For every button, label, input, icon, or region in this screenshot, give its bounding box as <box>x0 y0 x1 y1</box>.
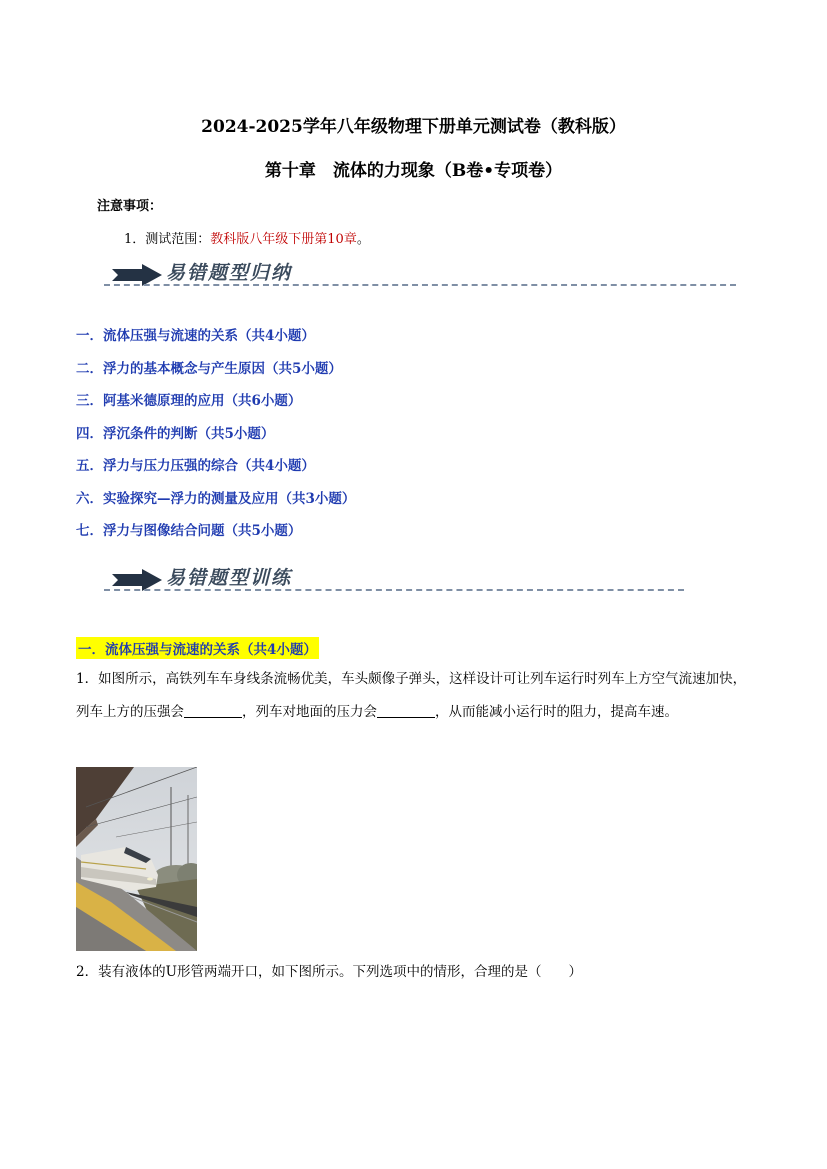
notice-item-prefix: 1．测试范围： <box>124 232 211 247</box>
question-2: 2．装有液体的U形管两端开口，如下图所示。下列选项中的情形，合理的是（ ） <box>76 964 582 980</box>
question-1-text-c: ，从而能减小运行时的阻力，提高车速。 <box>435 704 678 720</box>
question-1-text-b: ，列车对地面的压力会 <box>242 704 377 720</box>
answer-blank[interactable] <box>377 703 435 718</box>
section-heading: 一．流体压强与流速的关系（共4小题） <box>76 637 319 659</box>
notice-item-scope: 教科版八年级下册第10章 <box>210 232 357 247</box>
arrow-icon <box>112 264 162 286</box>
question-1 <box>76 663 756 729</box>
toc-item: 二．浮力的基本概念与产生原因（共5小题） <box>76 361 342 377</box>
toc-item: 四．浮沉条件的判断（共5小题） <box>76 426 275 442</box>
answer-blank[interactable] <box>184 703 242 718</box>
banner-summary-text: 易错题型归纳 <box>166 262 293 284</box>
toc-item: 三．阿基米德原理的应用（共6小题） <box>76 393 302 409</box>
notice-item <box>124 228 370 247</box>
banner-summary <box>104 256 744 296</box>
toc-item: 六．实验探究—浮力的测量及应用（共3小题） <box>76 491 356 507</box>
train-photo <box>76 767 197 951</box>
notice-heading: 注意事项： <box>97 199 163 214</box>
toc-item: 一．流体压强与流速的关系（共4小题） <box>76 328 315 344</box>
toc-item: 七．浮力与图像结合问题（共5小题） <box>76 523 302 539</box>
banner-divider <box>104 284 736 286</box>
arrow-icon <box>112 569 162 591</box>
banner-divider <box>104 589 684 591</box>
toc-item: 五．浮力与压力压强的综合（共4小题） <box>76 458 315 474</box>
document-subtitle: 第十章 流体的力现象（B卷•专项卷） <box>264 161 563 181</box>
banner-training <box>104 561 704 601</box>
document-title: 2024-2025学年八年级物理下册单元测试卷（教科版） <box>201 117 626 137</box>
question-1-text-a: 1．如图所示，高铁列车车身线条流畅优美，车头颇像子弹头，这样设计可让列车运行时列车上方空气流速加快，列车上方的压强会 <box>76 671 747 720</box>
notice-item-suffix: 。 <box>356 232 370 247</box>
banner-training-text: 易错题型训练 <box>166 567 293 589</box>
